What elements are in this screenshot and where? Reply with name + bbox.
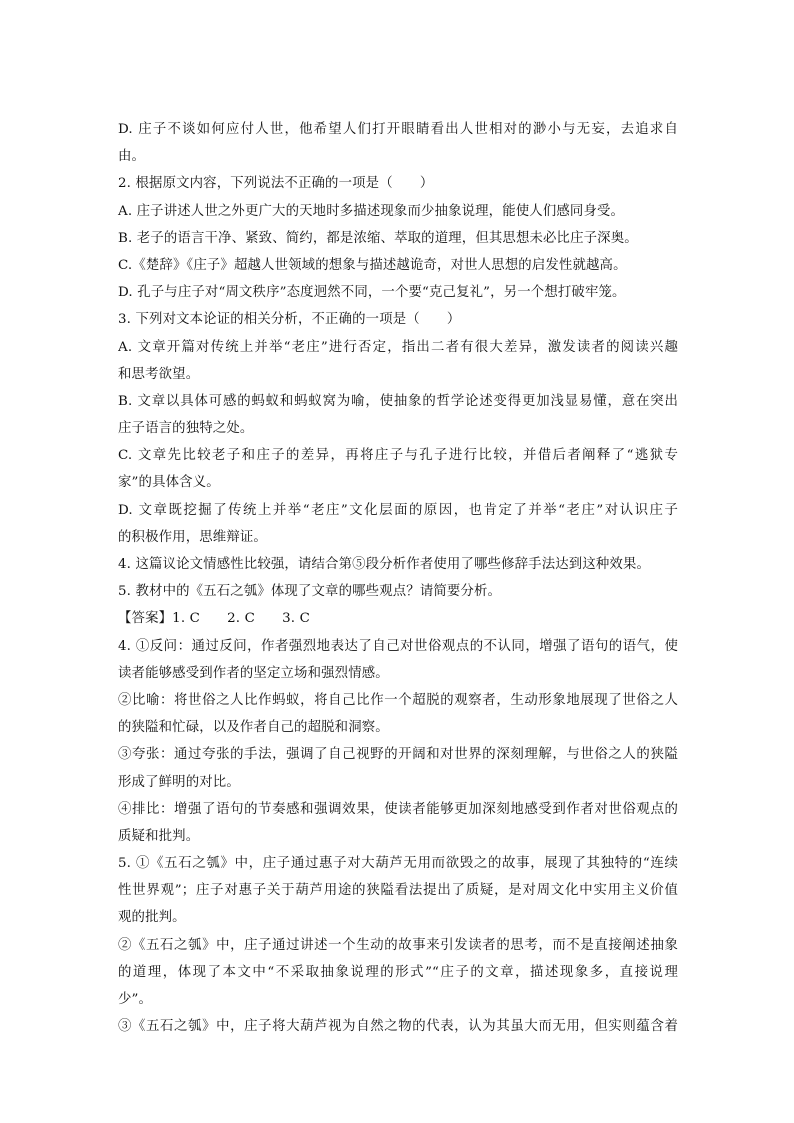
text-line: 质疑和批判。 — [118, 828, 200, 844]
text-line: 和思考欲望。 — [118, 366, 200, 382]
question-5-stem: 5. 教材中的《五石之瓠》体现了文章的哪些观点？请简要分析。 — [118, 584, 502, 600]
q2-option-a: A. 庄子讲述人世之外更广大的天地时多描述现象而少抽象说理，能使人们感同身受。 — [118, 203, 625, 219]
document-page — [118, 116, 678, 1040]
text-line: D. 庄子不谈如何应付人世，他希望人们打开眼睛看出人世相对的渺小与无妄，去追求自 — [118, 122, 678, 137]
answer-4-item-1: 4. ①反问：通过反问，作者强烈地表达了自己对世俗观点的不认同，增强了语句的语气，使 — [118, 638, 678, 654]
answer-4-item-3: ③夸张：通过夸张的手法，强调了自己视野的开阔和对世界的深刻理解，与世俗之人的狭隘 — [118, 747, 678, 763]
answer-5-item-3: ③《五石之瓠》中，庄子将大葫芦视为自然之物的代表，认为其虽大而无用，但实则蕴含着 — [118, 1019, 678, 1035]
answer-4-item-4: ④排比：增强了语句的节奏感和强调效果，使读者能够更加深刻地感受到作者对世俗观点的 — [118, 801, 678, 817]
text-line: 的狭隘和忙碌，以及作者自己的超脱和洞察。 — [118, 720, 389, 736]
text-line: 读者能够感受到作者的坚定立场和强烈情感。 — [118, 665, 389, 681]
question-4-stem: 4. 这篇议论文情感性比较强，请结合第⑤段分析作者使用了哪些修辞手法达到这种效果。 — [118, 557, 651, 572]
text-line: 观的批判。 — [118, 910, 186, 926]
q3-option-b: B. 文章以具体可感的蚂蚁和蚂蚁窝为喻，使抽象的哲学论述变得更加浅显易懂，意在突出 — [118, 393, 678, 409]
text-line: 的积极作用，思维辩证。 — [118, 529, 267, 545]
answer-4-item-2: ②比喻：将世俗之人比作蚂蚁，将自己比作一个超脱的观察者，生动形象地展现了世俗之人 — [118, 692, 678, 708]
text-line: 性世界观”；庄子对惠子关于葫芦用途的狭隘看法提出了质疑，是对周文化中实用主义价值 — [118, 883, 678, 899]
q3-option-d: D. 文章既挖掘了传统上并举“老庄”文化层面的原因，也肯定了并举“老庄”对认识庄子 — [118, 502, 678, 518]
text-line: 形成了鲜明的对比。 — [118, 774, 240, 790]
text-line: 庄子语言的独特之处。 — [118, 421, 254, 437]
q2-option-b: B. 老子的语言干净、紧致、简约，都是浓缩、萃取的道理，但其思想未必比庄子深奥。 — [118, 230, 638, 246]
question-2-stem: 2. 根据原文内容，下列说法不正确的一项是（ ） — [118, 176, 434, 192]
answer-key: 【答案】1. C 2. C 3. C — [118, 611, 310, 627]
answer-5-item-1: 5. ①《五石之瓠》中，庄子通过惠子对大葫芦无用而欲毁之的故事，展现了其独特的“连续 — [118, 856, 678, 872]
text-line: 少”。 — [118, 992, 153, 1007]
question-3-stem: 3. 下列对文本论证的相关分析，不正确的一项是（ ） — [118, 312, 461, 328]
q3-option-a: A. 文章开篇对传统上并举“老庄”进行否定，指出二者有很大差异，激发读者的阅读兴趣 — [118, 339, 678, 355]
text-line: 由。 — [118, 149, 146, 165]
text-line: 家”的具体含义。 — [118, 475, 220, 491]
text-line: 的道理，体现了本文中“不采取抽象说理的形式”“庄子的文章，描述现象多，直接说理 — [118, 964, 678, 980]
q2-option-d: D. 孔子与庄子对“周文秩序”态度迥然不同，一个要“克己复礼”，另一个想打破牢笼。 — [118, 285, 626, 301]
answer-5-item-2: ②《五石之瓠》中，庄子通过讲述一个生动的故事来引发读者的思考，而不是直接阐述抽象 — [118, 937, 678, 953]
q2-option-c: C.《楚辞》《庄子》超越人世领域的想象与描述越诡奇，对世人思想的启发性就越高。 — [118, 257, 627, 273]
q3-option-c: C. 文章先比较老子和庄子的差异，再将庄子与孔子进行比较，并借后者阐释了“逃狱专 — [118, 448, 678, 464]
